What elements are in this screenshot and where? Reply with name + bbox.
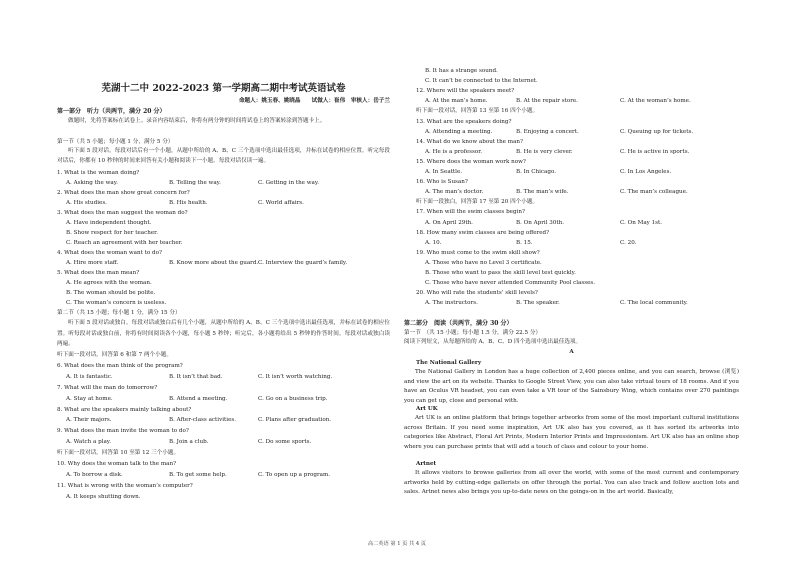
option-b: B. It isn’t that bad. bbox=[169, 373, 223, 380]
option-line: B. Show respect for her teacher. bbox=[66, 230, 158, 236]
heading-art-uk: Art UK bbox=[416, 406, 438, 412]
option-a: A. 10. bbox=[425, 239, 442, 246]
option-c: C. Interview the guard’s family. bbox=[258, 260, 348, 266]
option-b: B. The speaker. bbox=[516, 300, 560, 307]
option-a: A. Attending a meeting. bbox=[425, 128, 493, 135]
question-line: 15. Where does the woman work now? bbox=[416, 158, 526, 165]
option-b: B. To get some help. bbox=[169, 471, 227, 478]
option-c: C. In Los Angeles. bbox=[620, 169, 672, 175]
option-a: A. It is fantastic. bbox=[66, 373, 113, 380]
option-a: A. His studies. bbox=[66, 200, 107, 206]
option-b: B. Know more about the guard. bbox=[169, 260, 259, 266]
question-line: 19. Who must come to the swim skill show? bbox=[416, 249, 540, 256]
paragraph-national-gallery: The National Gallery in London has a huge collection of 2,400 pieces online, and you can search, browse (浏览) and view the art on its website. Thanks to Google Street View, you can also take virtual tours of 18 rooms. And if you have an Oculus VR headset, you can even take a VR tour of the Sainsbury Wing, which contains over 270 paintings you can get up, close and personal with. bbox=[404, 369, 739, 404]
option-line: C. The woman’s concern is useless. bbox=[66, 300, 167, 306]
question-line: 18. How many swim classes are being offered? bbox=[416, 229, 550, 236]
question-line: 20. Who will rate the students’ skill levels? bbox=[416, 290, 538, 297]
option-b: B. At the repair store. bbox=[516, 98, 578, 105]
option-line: A. Those who have no Level 3 certificate. bbox=[425, 259, 542, 266]
option-a: A. Hire more staff. bbox=[66, 260, 119, 266]
option-line: B. Those who want to pass the skill level test quickly. bbox=[425, 270, 576, 276]
question-line: 12. Where will the speakers meet? bbox=[416, 88, 515, 95]
option-b: B. Telling the way. bbox=[169, 180, 221, 186]
passage-title: The National Gallery bbox=[416, 360, 482, 366]
question-line: 13. What are the speakers doing? bbox=[416, 118, 512, 125]
question-line: 7. What will the man do tomorrow? bbox=[57, 384, 158, 391]
question-line: 8. What are the speakers mainly talking about? bbox=[57, 406, 192, 413]
option-c: C. Go on a business trip. bbox=[258, 395, 328, 402]
option-b: B. After-class activities. bbox=[169, 417, 237, 424]
option-c: C. At the woman’s home. bbox=[620, 98, 691, 105]
question-line: 听下面一段独白，回答第 17 至第 20 四个小题。 bbox=[416, 199, 539, 206]
option-b: B. He is very clever. bbox=[516, 148, 573, 155]
option-a: A. Their majors. bbox=[66, 417, 112, 424]
option-b: B. His health. bbox=[169, 200, 208, 206]
option-b: B. The man’s wife. bbox=[516, 189, 569, 196]
option-a: A. In Seattle. bbox=[425, 169, 463, 175]
option-c: C. He is active in sports. bbox=[620, 148, 690, 155]
option-c: C. Queuing up for tickets. bbox=[620, 128, 694, 135]
option-a: A. To borrow a disk. bbox=[66, 471, 123, 478]
option-a: A. He is a professor. bbox=[425, 148, 483, 155]
sec2-heading: 第二节（共 15 小题；每小题 1 分，满分 15 分） bbox=[57, 310, 181, 316]
question-line: 听下面一段对话，回答第 13 至第 16 四个小题。 bbox=[416, 108, 539, 115]
page-footer: 高二英语 第 1 页 共 4 页 bbox=[368, 541, 426, 547]
option-c: C. Getting in the way. bbox=[258, 180, 320, 186]
question-line: 3. What does the man suggest the woman do? bbox=[57, 210, 188, 216]
option-line: C. It can’t be connected to the Internet. bbox=[425, 78, 538, 85]
option-line: B. The woman should be polite. bbox=[66, 290, 156, 296]
option-c: C. 20. bbox=[620, 239, 637, 246]
option-c: C. World affairs. bbox=[258, 200, 304, 206]
option-b: B. Attend a meeting. bbox=[169, 395, 228, 402]
option-line: C. Those who have never attended Community Pool classes. bbox=[425, 280, 596, 287]
question-line: 14. What do we know about the man? bbox=[416, 138, 524, 145]
question-line: 听下面一段对话，回答第 6 和第 7 两个小题。 bbox=[57, 352, 172, 358]
option-b: B. In Chicago. bbox=[516, 169, 557, 175]
option-b: B. Join a club. bbox=[169, 439, 209, 446]
question-line: 10. Why does the woman talk to the man? bbox=[57, 461, 177, 467]
part2-sec1-intro: 阅读下列短文，从每题所给的 A、B、C、D 四个选项中选出最佳选项。 bbox=[404, 339, 582, 345]
sec2-intro: 听下面 5 段对话或独白。每段对话或独白后有几个小题，从题中所给的 A、B、C 三个选项中选出最佳选项，并标在试卷的相应位置。听每段对话或独白前，你将有时间阅读各个小题，每小题 5 秒钟；听完后，各小题将给出 5 秒钟的作答时间。每段对话或独白读两遍。 bbox=[57, 320, 390, 348]
sec1-heading: 第一节（共 5 小题；每小题 1 分，满分 5 分） bbox=[57, 139, 174, 145]
option-b: B. 15. bbox=[516, 239, 533, 246]
question-line: 2. What does the man show great concern for? bbox=[57, 190, 190, 196]
question-line: 1. What is the woman doing? bbox=[57, 170, 140, 176]
page-title: 芜湖十二中 2022-2023 第一学期高二期中考试英语试卷 bbox=[101, 83, 346, 94]
option-c: C. It isn’t worth watching. bbox=[258, 373, 333, 380]
option-line: B. It has a strange sound. bbox=[425, 68, 498, 74]
part1-heading: 第一部分 听力（共两节，满分 20 分） bbox=[57, 108, 166, 115]
question-line: 6. What does the man think of the program? bbox=[57, 362, 183, 369]
option-a: A. At the man’s home. bbox=[425, 98, 488, 105]
question-line: 16. Who is Susan? bbox=[416, 179, 468, 186]
option-a: A. Asking the way. bbox=[66, 180, 118, 186]
option-line: A. He agrees with the woman. bbox=[66, 280, 152, 286]
part1-intro: 做题时，先将答案标在试卷上。录音内容结束后，你将有两分钟的时间将试卷上的答案转涂到答题卡上。 bbox=[68, 118, 326, 124]
option-a: A. On April 29th. bbox=[425, 219, 473, 226]
paragraph-art-uk: Art UK is an online platform that brings together artworks from some of the most important cultural institutions across Britain. If you need some inspiration, Art UK also has you covered, as it has sorted its artworks into categories like Abstract, Floral Art Prints, Modern Interior Prints and Impressionism. Art UK also has an online shop where you can purchase prints that will add a touch of class and colour to your home. bbox=[404, 415, 739, 450]
question-line: 4. What does the woman want to do? bbox=[57, 250, 162, 256]
part2-sec1-heading: 第一节 （共 15 小题；每小题 1.5 分，满分 22.5 分） bbox=[404, 330, 542, 336]
option-c: C. To open up a program. bbox=[258, 471, 331, 478]
question-line: 5. What does the man mean? bbox=[57, 270, 140, 276]
passage-label: A bbox=[569, 349, 574, 355]
question-line: 17. When will the swim classes begin? bbox=[416, 209, 525, 216]
option-a: A. Stay at home. bbox=[66, 395, 113, 402]
option-c: C. The man’s colleague. bbox=[620, 189, 688, 196]
option-line: C. Reach an agreement with her teacher. bbox=[66, 240, 183, 246]
option-b: B. Enjoying a concert. bbox=[516, 128, 579, 135]
option-c: C. Do some sports. bbox=[258, 439, 312, 446]
option-c: C. The local community. bbox=[620, 300, 688, 307]
option-a: A. Watch a play. bbox=[66, 439, 111, 446]
question-line: 9. What does the man invite the woman to do? bbox=[57, 428, 189, 435]
option-a: A. The instructors. bbox=[425, 300, 478, 307]
part2-heading: 第二部分 阅读（共两节，满分 30 分） bbox=[404, 320, 513, 327]
option-line: A. It keeps shutting down. bbox=[66, 493, 141, 500]
heading-artnet: Artnet bbox=[416, 461, 437, 467]
option-line: A. Have independent thought. bbox=[66, 220, 152, 226]
authors-line: 命题人：姚玉春、姚晓晶 试做人：崔伟 审核人：岳子兰 bbox=[238, 98, 390, 104]
option-b: B. On April 30th. bbox=[516, 219, 565, 226]
question-line: 听下面一段对话，回答第 10 至第 12 三个小题。 bbox=[57, 450, 180, 457]
option-c: C. Plans after graduation. bbox=[258, 417, 332, 424]
sec1-intro: 听下面 5 段对话。每段对话后有一个小题，从题中所给的 A、B、C 三个选项中选出最佳选项，并标在试卷的相应位置。听完每段对话后，你都有 10 秒钟的时间来回答有关小题和阅读下一小题。每段对话仅读一遍。 bbox=[57, 148, 390, 164]
option-c: C. On May 1st. bbox=[620, 219, 663, 226]
paragraph-artnet: It allows visitors to browse galleries from all over the world, with some of the most current and contemporary artworks held by cutting-edge gallerists on offer through the portal. You can also track and follow auction lots and sales. Artnet news also brings you up-to-date news on the goings-on in the art world. Basically, bbox=[404, 470, 739, 496]
option-a: A. The man’s doctor. bbox=[425, 189, 484, 196]
question-line: 11. What is wrong with the woman’s computer? bbox=[57, 482, 193, 489]
